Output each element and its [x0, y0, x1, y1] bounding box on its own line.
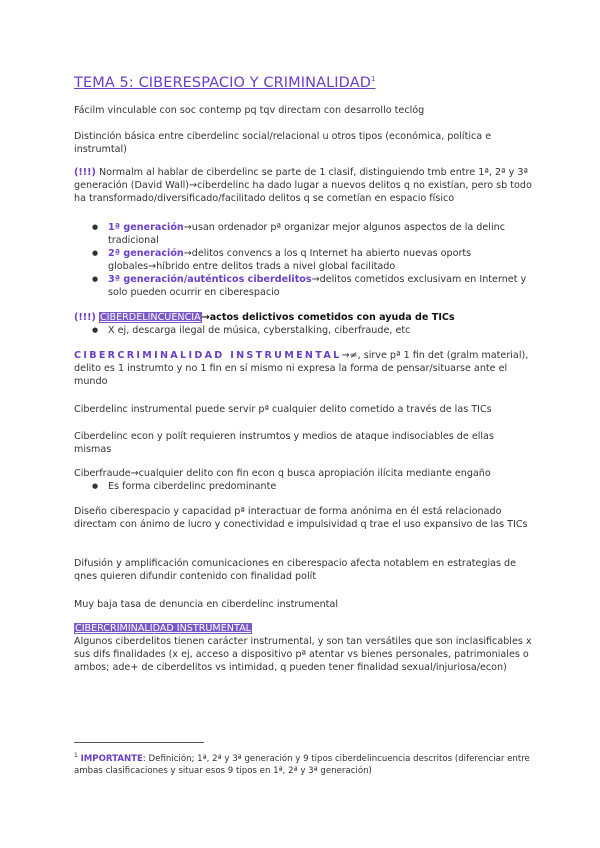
important-mark: (!!!)	[74, 312, 96, 323]
important-mark: (!!!)	[74, 167, 96, 178]
paragraph-versatiles	[74, 622, 534, 674]
footnote	[74, 750, 534, 777]
ciberfraude-list	[92, 480, 532, 493]
generation-text: →usan ordenador pª organizar mejor algunos aspectos de la delinc tradicional	[108, 222, 505, 246]
paragraph-ciberdelincuencia	[74, 311, 534, 324]
generation-label: 3ª generación/auténticos ciberdelitos	[108, 274, 312, 285]
paragraph-difusion: Difusión y amplificación comunicaciones en ciberespacio afecta notablem en estrategias de qnes quieren difundir contenido con finalidad polít	[74, 558, 517, 582]
footnote-divider	[74, 742, 204, 743]
list-item: ● Es forma ciberdelinc predominante	[92, 480, 532, 493]
paragraph-econ-polit: Ciberdelinc econ y polít requieren instrumtos y medios de ataque indisociables de ellas mismas	[74, 431, 494, 455]
footnote-ref[interactable]: 1	[370, 75, 376, 83]
instrumental-heading: CIBERCRIMINALIDAD INSTRUMENTAL	[74, 350, 342, 361]
footnote-text: : Definición; 1ª, 2ª y 3ª generación y 9 tipos ciberdelincuencia descritos (diferenciar entre ambas clasificaciones y situar esos 9 tipos en 1ª, 2ª y 3ª generación)	[74, 753, 530, 776]
list-item	[92, 273, 532, 299]
list-item	[92, 221, 532, 247]
footnote-label: IMPORTANTE	[80, 753, 143, 764]
paragraph-intro: Fácilm vinculable con soc contemp pq tqv directam con desarrollo teclóg	[74, 105, 425, 116]
ciberdelincuencia-list	[92, 324, 532, 337]
paragraph-denuncia: Muy baja tasa de denuncia en ciberdelinc instrumental	[74, 599, 338, 610]
title-text: TEMA 5: CIBERESPACIO Y CRIMINALIDAD	[74, 74, 371, 91]
page-title	[74, 70, 376, 92]
highlight-instrumental: CIBERCRIMINALIDAD INSTRUMENTAL	[75, 623, 251, 634]
paragraph-diseno: Diseño ciberespacio y capacidad pª interactuar de forma anónima en él está relacionado directam con ánimo de lucro y conectividad e impulsividad q trae el uso expansivo de las TICs	[74, 506, 528, 530]
generation-text: →delitos cometidos exclusivam en Internet y solo pueden ocurrir en ciberespacio	[108, 274, 527, 298]
instrumental-text: →≠, sirve pª 1 fin det (gralm material), delito es 1 instrumto y no 1 fin en sí mismo ni expresa la forma de pensar/situarse ante el mundo	[74, 350, 529, 387]
generation-label: 2ª generación	[108, 248, 184, 259]
paragraph-instrumental	[74, 349, 534, 388]
versatiles-text: Algunos ciberdelitos tienen carácter instrumental, y son tan versátiles que son inclasificables x sus difs finalidades (x ej, acceso a dispositivo pª atentar vs bienes personales, patrimoniales o ambos; ade+ de ciberdelitos vs intimidad, q pueden tener finalidad sexual/injuriosa/econ)	[74, 636, 532, 673]
generations-text: Normalm al hablar de ciberdelinc se parte de 1 clasif, distinguiendo tmb entre 1ª, 2ª y 3ª generación (David Wall)→ciberdelinc ha dado lugar a nuevos delitos q no existían, pero sb todo ha transformado/diversificado/facilitado delitos q se cometían en espacio físico	[74, 167, 532, 204]
highlight-ciberdelincuencia: CIBERDELINCUENCIA	[99, 312, 201, 323]
paragraph-instrumental-tics: Ciberdelinc instrumental puede servir pª cualquier delito cometido a través de las TICs	[74, 404, 492, 415]
paragraph-generations	[74, 166, 534, 205]
generation-label: 1ª generación	[108, 222, 184, 233]
list-item: ● X ej, descarga ilegal de música, cyberstalking, ciberfraude, etc	[92, 324, 532, 337]
generations-list	[92, 221, 532, 299]
paragraph-distinction: Distinción básica entre ciberdelinc social/relacional u otros tipos (económica, política e instrumtal)	[74, 131, 492, 155]
paragraph-ciberfraude: Ciberfraude→cualquier delito con fin econ q busca apropiación ilícita mediante engaño	[74, 468, 491, 479]
footnote-number: 1	[74, 752, 78, 759]
ciberdelincuencia-definition: →actos delictivos cometidos con ayuda de TICs	[201, 312, 455, 323]
generation-text: →delitos convencs a los q Internet ha abierto nuevas oports globales→híbrido entre delitos trads a nivel global facilitado	[108, 248, 472, 272]
list-item	[92, 247, 532, 273]
